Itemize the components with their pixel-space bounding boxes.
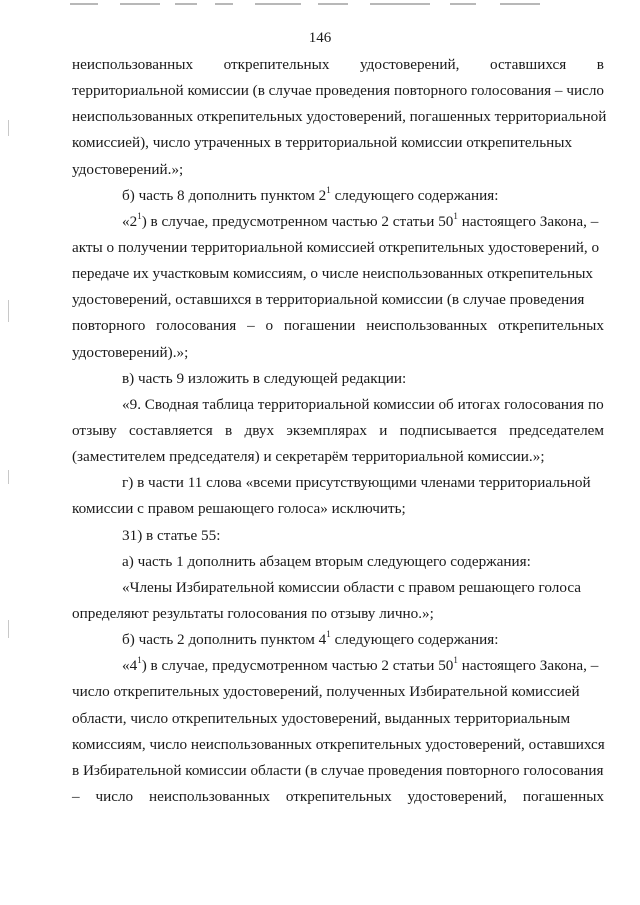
text-line: «Члены Избирательной комиссии области с правом решающего голоса (122, 578, 581, 596)
text-fragment: следующего содержания: (330, 631, 499, 649)
text-line: а) часть 1 дополнить абзацем вторым следующего содержания: (122, 552, 531, 570)
text-line: 31) в статье 55: (122, 526, 221, 544)
scan-artifact (255, 3, 301, 5)
text-line (72, 183, 604, 209)
word: в (225, 421, 233, 439)
scan-artifact (70, 3, 98, 5)
text-line: число открепительных удостоверений, полученных Избирательной комиссией (72, 683, 580, 701)
text-line: передаче их участковым комиссиям, о числе неиспользованных открепительных (72, 265, 593, 283)
superscript: 1 (137, 210, 142, 221)
word: открепительных (498, 317, 604, 335)
word: двух (244, 421, 275, 439)
margin-artifact (8, 470, 9, 484)
text-line: комиссией), число утраченных в территориальной комиссии открепительных (72, 134, 573, 152)
text-line: комиссиям, число неиспользованных открепительных удостоверений, оставшихся (72, 735, 605, 753)
document-text (72, 52, 607, 810)
text-line: области, число открепительных удостоверений, выданных территориальным (72, 709, 571, 727)
word: о (265, 317, 274, 335)
text-line: (заместителем председателя) и секретарём территориальной комиссии.»; (72, 448, 545, 466)
text-line (72, 209, 604, 235)
word: и (379, 421, 388, 439)
word: неиспользованных (366, 317, 488, 335)
text-fragment: следующего содержания: (330, 186, 499, 204)
word: повторного (72, 317, 146, 335)
word: удостоверений, (360, 56, 460, 73)
text-fragment: ) в случае, предусмотренном частью 2 статьи 50 (141, 212, 454, 230)
word: председателем (509, 421, 604, 439)
text-fragment: б) часть 2 дополнить пунктом 4 (122, 631, 327, 649)
text-line (72, 653, 604, 679)
text-line: «9. Сводная таблица территориальной комиссии об итогах голосования по (122, 395, 604, 413)
scan-artifact (120, 3, 160, 5)
word: составляется (128, 421, 213, 439)
scan-artifact (500, 3, 540, 5)
margin-artifact (8, 620, 9, 638)
margin-artifact (8, 120, 9, 136)
word: в (596, 56, 604, 73)
word: отзыву (72, 421, 117, 439)
text-line: комиссии с правом решающего голоса» исключить; (72, 500, 406, 518)
text-line (72, 627, 604, 653)
word: экземплярах (286, 421, 367, 439)
word: – (72, 787, 80, 805)
text-fragment: б) часть 8 дополнить пунктом 2 (122, 186, 327, 204)
superscript: 1 (326, 629, 331, 640)
text-line: удостоверений.»; (72, 160, 184, 178)
text-line: в Избирательной комиссии области (в случае проведения повторного голосования (72, 761, 604, 779)
word: голосования (156, 317, 237, 335)
text-fragment: «4 (122, 657, 138, 675)
text-line (72, 784, 604, 810)
text-fragment: «2 (122, 212, 138, 230)
text-fragment: настоящего Закона, – (457, 212, 599, 230)
superscript: 1 (326, 184, 331, 195)
word: неиспользованных (148, 787, 271, 805)
text-line (72, 418, 604, 444)
text-line: определяют результаты голосования по отзыву лично.»; (72, 604, 434, 622)
text-line: в) часть 9 изложить в следующей редакции: (122, 369, 407, 387)
text-line: акты о получении территориальной комиссией открепительных удостоверений, о (72, 238, 600, 256)
text-line: г) в части 11 слова «всеми присутствующими членами территориальной (122, 474, 591, 492)
scan-artifact (370, 3, 430, 5)
text-fragment: настоящего Закона, – (457, 657, 599, 675)
text-fragment: ) в случае, предусмотренном частью 2 статьи 50 (141, 657, 454, 675)
word: число (95, 787, 134, 805)
text-line: удостоверений).»; (72, 343, 189, 361)
text-line: неиспользованных открепительных удостоверений, погашенных территориальной (72, 108, 607, 126)
margin-artifact (8, 300, 9, 322)
word: подписывается (399, 421, 497, 439)
word: удостоверений, (407, 787, 507, 805)
scan-artifact (175, 3, 197, 5)
word: неиспользованных (72, 56, 194, 73)
word: погашенных (522, 787, 604, 805)
word: оставшихся (490, 56, 567, 73)
superscript: 1 (137, 655, 142, 666)
word: открепительных (223, 56, 330, 73)
word: – (247, 317, 255, 335)
text-line (72, 52, 604, 78)
page-number: 146 (308, 30, 332, 46)
text-line: удостоверений, оставшихся в территориальной комиссии (в случае проведения (72, 291, 585, 309)
word: открепительных (285, 787, 392, 805)
scan-artifact (215, 3, 233, 5)
text-line: территориальной комиссии (в случае проведения повторного голосования – число (72, 82, 605, 100)
text-line (72, 313, 604, 339)
superscript: 1 (453, 210, 458, 221)
word: погашении (283, 317, 356, 335)
scan-artifact (318, 3, 348, 5)
superscript: 1 (453, 655, 458, 666)
scan-artifact (450, 3, 476, 5)
